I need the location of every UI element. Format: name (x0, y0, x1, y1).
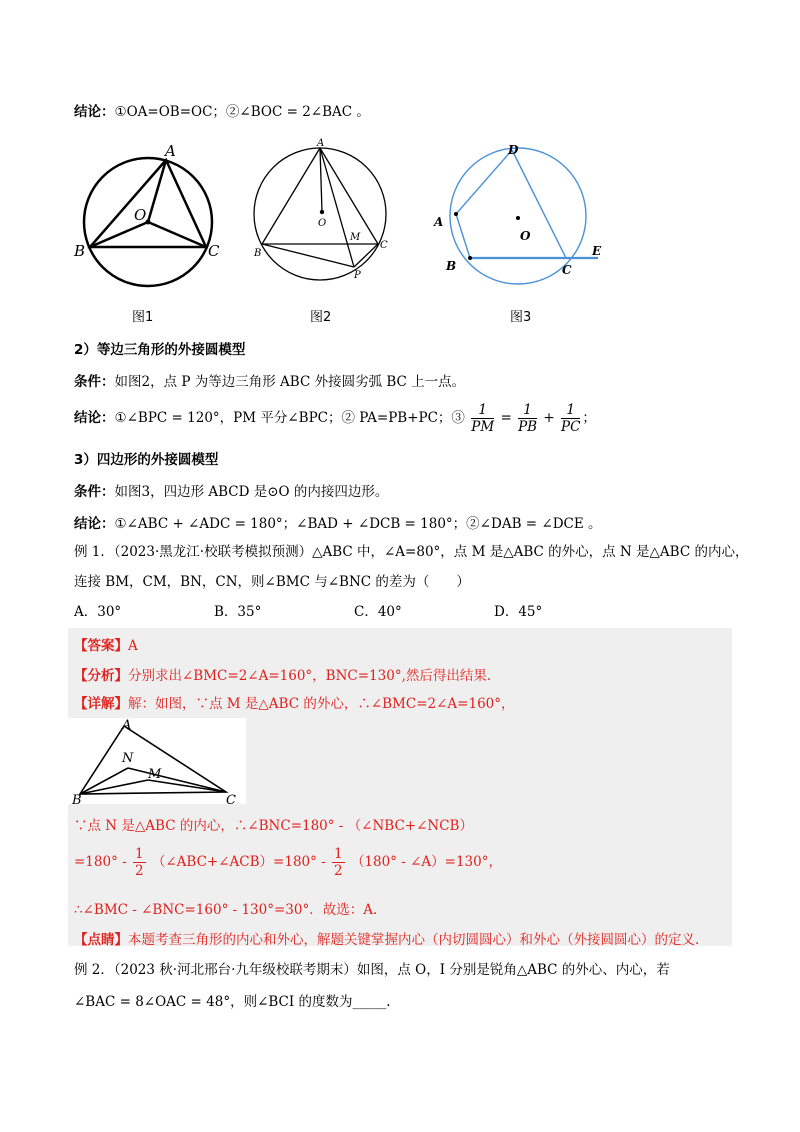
fraction-1-pc: $\frac{1}{PC}$ (560, 402, 581, 435)
fig3-label-e: E (592, 244, 602, 258)
figure-1 (74, 142, 230, 292)
fraction-half-2: $\frac{1}{2}$ (334, 846, 343, 879)
fig4-label-m: M (148, 767, 162, 782)
solution-line-2: =180° - $\frac{1}{2}$ （∠ABC+∠ACB）=180° - $\frac{1}{2}$ （180° - ∠A）=130°， (74, 846, 502, 879)
section-3-condition: 条件：如图3，四边形 ABCD 是⊙O 的内接四边形。 (74, 484, 389, 500)
fig3-label-a: A (434, 215, 444, 229)
fig4-label-a: A (122, 718, 132, 733)
section-3-title: 3）四边形的外接圆模型 (74, 452, 219, 468)
section-3-conclusion: 结论：①∠ABC + ∠ADC = 180°；∠BAD + ∠DCB = 180°；②∠DAB = ∠DCE 。 (74, 516, 602, 532)
fig1-label-a: A (165, 142, 176, 160)
figure-2-caption: 图2 (310, 310, 332, 325)
solution-line-1: ∵点 N 是△ABC 的内心，∴∠BNC=180° - （∠NBC+∠NCB） (74, 818, 473, 834)
example-1-options (74, 600, 634, 620)
fig3-label-c: C (562, 263, 572, 277)
analysis-line: 【分析】分别求出∠BMC=2∠A=160°，BNC=130°,然后得出结果. (74, 668, 492, 684)
option-b: B．35° (214, 604, 262, 620)
fig2-label-m: M (350, 232, 361, 243)
option-d: D．45° (494, 604, 543, 620)
detail-line: 【详解】解：如图，∵点 M 是△ABC 的外心，∴∠BMC=2∠A=160°， (74, 696, 515, 712)
section-2-title: 2）等边三角形的外接圆模型 (74, 342, 246, 358)
fig2-label-a: A (317, 138, 325, 149)
option-c: C．40° (354, 604, 402, 620)
fig2-label-b: B (254, 248, 262, 259)
section-2-condition: 条件：如图2，点 P 为等边三角形 ABC 外接圆劣弧 BC 上一点。 (74, 374, 466, 390)
fraction-1-pb: $\frac{1}{PB}$ (518, 402, 538, 435)
answer-line: 【答案】A (74, 638, 138, 654)
fig4-label-n: N (122, 751, 134, 766)
example-1-question-2: 连接 BM，CM，BN，CN，则∠BMC 与∠BNC 的差为（ ） (74, 574, 470, 590)
fraction-half-1: $\frac{1}{2}$ (134, 846, 144, 879)
fraction-1-pm: $\frac{1}{PM}$ (471, 402, 495, 435)
figure-3-caption: 图3 (510, 310, 532, 325)
fig2-label-p: P (354, 270, 361, 281)
fig3-label-o: O (520, 229, 531, 243)
option-a: A．30° (74, 604, 122, 620)
fig4-label-c: C (226, 793, 236, 808)
fig4-label-b: B (72, 793, 82, 808)
comment-line: 【点睛】本题考查三角形的内心和外心，解题关键掌握内心（内切圆圆心）和外心（外接圆圆心）的定义. (74, 932, 700, 948)
fig1-label-o: O (134, 206, 147, 224)
figure-1-caption: 图1 (132, 310, 154, 325)
fig2-label-c: C (380, 240, 388, 251)
fig2-label-o: O (318, 218, 327, 229)
example-2-question: 例 2．（2023 秋·河北邢台·九年级校联考期末）如图，点 O，I 分别是锐角△ABC 的外心、内心，若 (74, 962, 670, 978)
figure-2 (250, 136, 400, 286)
example-2-question-2: ∠BAC = 8∠OAC = 48°，则∠BCI 的度数为_____. (74, 994, 391, 1010)
figure-3 (432, 138, 607, 288)
figure-4 (68, 718, 246, 808)
example-1-question: 例 1．（2023·黑龙江·校联考模拟预测）△ABC 中，∠A=80°，点 M 是△ABC 的外心，点 N 是△ABC 的内心， (74, 544, 749, 560)
fig1-label-b: B (74, 242, 86, 260)
fig3-label-d: D (508, 143, 519, 157)
conclusion-line-1: 结论：①OA=OB=OC；②∠BOC = 2∠BAC 。 (74, 104, 370, 120)
section-2-conclusion: 结论：①∠BPC = 120°，PM 平分∠BPC；② PA=PB+PC；③ $\frac{1}{PM}$ = $\frac{1}{PB}$ + $\frac{1}{PC}$ ； (74, 402, 596, 435)
fig1-label-c: C (208, 242, 220, 260)
fig3-label-b: B (446, 259, 457, 273)
solution-line-3: ∴∠BMC - ∠BNC=160° - 130°=30°．故选：A. (74, 902, 378, 918)
